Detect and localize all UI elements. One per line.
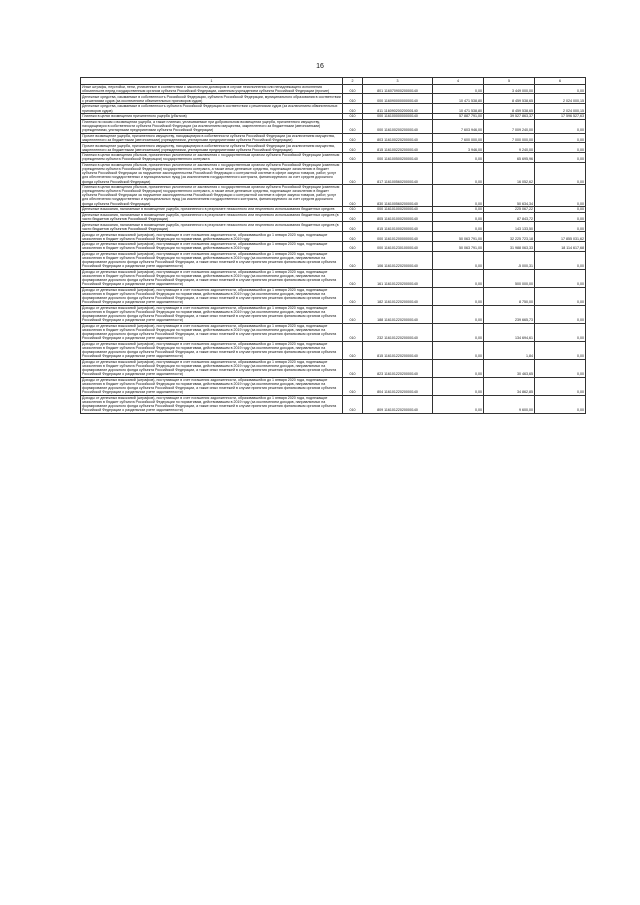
row-budget-code: 161 11610122020000140 xyxy=(363,269,433,287)
row-value-remaining: 0,00 xyxy=(535,269,586,287)
row-value-approved: 0,00 xyxy=(433,305,484,323)
row-value-approved: 0,00 xyxy=(433,341,484,359)
row-budget-code: 188 11610122020000140 xyxy=(363,305,433,323)
row-budget-code: 106 11610122020000140 xyxy=(363,251,433,269)
row-description: Платежи в целях возмещения убытков, причиненных уклонением от заключения с государственным органом субъекта Российской Федерации (казенным учреждением субъекта Российской Федерации) государственного контракта, а также иные денежные средства, подлежащие зачислению в бюджет субъекта Российской Федерации за нарушение законодательства Российской Федерации о контрактной системе в сфере закупок товаров, работ, услуг для обеспечения государственных и муниципальных нужд (за исключением государственного контракта, финансируемого за счет средств дорожного фонда субъекта Российской Федерации) xyxy=(81,162,343,184)
table-row xyxy=(81,184,586,206)
row-value-remaining: 2 024 000,15 xyxy=(535,94,586,104)
row-value-remaining: 0,00 xyxy=(535,305,586,323)
row-budget-code: 000 11610100020000140 xyxy=(363,206,433,212)
row-line-code: 010 xyxy=(343,162,363,184)
row-value-executed: 225 067,22 xyxy=(484,206,535,212)
row-value-executed: 9 240,00 xyxy=(484,143,535,153)
row-value-remaining: 0,00 xyxy=(535,323,586,341)
row-value-remaining: 18 114 617,68 xyxy=(535,242,586,252)
row-budget-code: 815 11610100020000140 xyxy=(363,222,433,232)
row-value-remaining: 0,00 xyxy=(535,222,586,232)
row-value-approved: 0,00 xyxy=(433,359,484,377)
row-budget-code: 000 11610120000000140 xyxy=(363,232,433,242)
column-header: 3 xyxy=(363,78,433,85)
row-value-remaining: 0,00 xyxy=(535,184,586,206)
row-value-remaining: 0,00 xyxy=(535,212,586,222)
row-value-approved: 10 471 538,80 xyxy=(433,104,484,114)
row-line-code: 010 xyxy=(343,269,363,287)
row-line-code: 010 xyxy=(343,84,363,94)
table-row xyxy=(81,84,586,94)
row-budget-code: 809 11610122020000140 xyxy=(363,395,433,413)
table-row xyxy=(81,143,586,153)
table-row xyxy=(81,269,586,287)
row-value-executed: 32 225 723,18 xyxy=(484,232,535,242)
row-budget-code: 000 11609000000000140 xyxy=(363,94,433,104)
row-value-executed: 39 527 863,37 xyxy=(484,113,535,119)
row-budget-code: 823 11610122020000140 xyxy=(363,359,433,377)
row-description: Доходы от денежных взысканий (штрафов), поступающие в счет погашения задолженности, образовавшейся до 1 января 2020 года, подлежащие зачислению в бюджет субъекта Российской Федерации по нормативам, действовавшим в 2019 году (за исключением доходов, направляемых на формирование дорожного фонда субъекта Российской Федерации, а также иных платежей в случае принятия решения финансовым органом субъекта Российской Федерации о раздельном учете задолженности) xyxy=(81,341,343,359)
table-row xyxy=(81,323,586,341)
row-line-code: 010 xyxy=(343,377,363,395)
row-value-remaining: 0,00 xyxy=(535,162,586,184)
row-value-remaining: 0,00 xyxy=(535,377,586,395)
row-value-executed: 7 000 000,00 xyxy=(484,133,535,143)
row-description: Прочее возмещение ущерба, причиненного имуществу, находящемуся в собственности субъекта Российской Федерации (за исключением имущества, закрепленного за бюджетными (автономными) учреждениями, унитарными предприятиями субъекта Российской Федерации) xyxy=(81,133,343,143)
row-value-executed: 9 600,00 xyxy=(484,395,535,413)
table-row xyxy=(81,212,586,222)
row-description: Иные штрафы, неустойки, пени, уплаченные в соответствии с законом или договором в случае неисполнения или ненадлежащего исполнения обязательств перед государственным органом субъекта Российской Федерации, казенным учреждением субъекта Российской Федерации (прочие) xyxy=(81,84,343,94)
table-row xyxy=(81,222,586,232)
table-row xyxy=(81,341,586,359)
row-budget-code: 817 11610056020000140 xyxy=(363,162,433,184)
row-value-remaining: 0,00 xyxy=(535,119,586,133)
row-line-code: 010 xyxy=(343,119,363,133)
row-value-approved: 0,00 xyxy=(433,323,484,341)
row-line-code: 010 xyxy=(343,287,363,305)
row-budget-code: 182 11610122020000140 xyxy=(363,287,433,305)
row-description: Доходы от денежных взысканий (штрафов), поступающие в счет погашения задолженности, образовавшейся до 1 января 2020 года, подлежащие зачислению в бюджет субъекта Российской Федерации по нормативам, действовавшим в 2019 году xyxy=(81,242,343,252)
row-value-executed: 3 449 000,00 xyxy=(484,84,535,94)
row-value-remaining: 17 855 031,62 xyxy=(535,232,586,242)
row-line-code: 010 xyxy=(343,251,363,269)
row-budget-code: 804 11610122020000140 xyxy=(363,377,433,395)
column-header: 6 xyxy=(535,78,586,85)
row-value-approved: 0,00 xyxy=(433,206,484,212)
row-value-executed: 8 459 538,65 xyxy=(484,104,535,114)
column-header: 4 xyxy=(433,78,484,85)
row-value-executed: 87 843,72 xyxy=(484,212,535,222)
row-value-remaining: 0,00 xyxy=(535,359,586,377)
table-body xyxy=(81,84,586,413)
row-description: Денежные взыскания, налагаемые в возмещение ущерба, причиненного в результате незаконного или нецелевого использования бюджетных средств (в части бюджетов субъектов Российской Федерации) xyxy=(81,222,343,232)
row-line-code: 010 xyxy=(343,232,363,242)
row-line-code: 010 xyxy=(343,359,363,377)
row-budget-code: 000 11610020020000140 xyxy=(363,119,433,133)
row-value-approved: 0,00 xyxy=(433,287,484,305)
row-value-approved: 0,00 xyxy=(433,212,484,222)
row-description: Платежи в целях возмещения причиненного ущерба (убытков) xyxy=(81,113,343,119)
row-value-executed: 31 988 063,33 xyxy=(484,242,535,252)
row-value-remaining: 0,00 xyxy=(535,287,586,305)
row-description: Доходы от денежных взысканий (штрафов), поступающие в счет погашения задолженности, образовавшейся до 1 января 2020 года, подлежащие зачислению в бюджет субъекта Российской Федерации по нормативам, действовавшим в 2019 году (за исключением доходов, направляемых на формирование дорожного фонда субъекта Российской Федерации, а также иных платежей в случае принятия решения финансовым органом субъекта Российской Федерации о раздельном учете задолженности) xyxy=(81,287,343,305)
row-description: Платежи по искам о возмещении ущерба, а также платежи, уплачиваемые при добровольном возмещении ущерба, причиненного имуществу, находящемуся в собственности субъекта Российской Федерации (за исключением имущества, закрепленного за бюджетными (автономными) учреждениями, унитарными предприятиями субъекта Российской Федерации) xyxy=(81,119,343,133)
row-budget-code: 830 11610056020000140 xyxy=(363,184,433,206)
row-description: Доходы от денежных взысканий (штрафов), поступающие в счет погашения задолженности, образовавшейся до 1 января 2020 года, подлежащие зачислению в бюджет субъекта Российской Федерации по нормативам, действовавшим в 2019 году (за исключением доходов, направляемых на формирование дорожного фонда субъекта Российской Федерации, а также иных платежей в случае принятия решения финансовым органом субъекта Российской Федерации о раздельном учете задолженности) xyxy=(81,269,343,287)
row-budget-code: 232 11610122020000140 xyxy=(363,323,433,341)
row-line-code: 010 xyxy=(343,94,363,104)
row-value-executed: 34 862,85 xyxy=(484,377,535,395)
row-line-code: 010 xyxy=(343,395,363,413)
row-value-executed: 134 694,61 xyxy=(484,323,535,341)
row-value-remaining: 0,00 xyxy=(535,395,586,413)
row-value-executed: 239 665,73 xyxy=(484,305,535,323)
table-row xyxy=(81,94,586,104)
row-value-executed: 1,84 xyxy=(484,341,535,359)
row-line-code: 010 xyxy=(343,341,363,359)
row-value-executed: -5 000,31 xyxy=(484,251,535,269)
table-row xyxy=(81,104,586,114)
row-value-executed: 30 463,65 xyxy=(484,359,535,377)
row-value-approved: 0,00 xyxy=(433,269,484,287)
row-value-approved: 0,00 xyxy=(433,184,484,206)
table-row xyxy=(81,162,586,184)
row-description: Платежи в целях возмещения убытков, причиненных уклонением от заключения с государственным органом субъекта Российской Федерации (казенным учреждением субъекта Российской Федерации) государственного контракта, а также иные денежные средства, подлежащие зачислению в бюджет субъекта Российской Федерации за нарушение законодательства Российской Федерации о контрактной системе в сфере закупок товаров, работ, услуг для обеспечения государственных и муниципальных нужд (за исключением государственного контракта, финансируемого за счет средств дорожного фонда субъекта Российской Федерации) xyxy=(81,184,343,206)
row-value-remaining: 0,00 xyxy=(535,143,586,153)
table-row xyxy=(81,232,586,242)
row-budget-code: 000 11610123010000140 xyxy=(363,242,433,252)
row-line-code: 010 xyxy=(343,305,363,323)
row-value-remaining: 0,00 xyxy=(535,133,586,143)
row-description: Прочее возмещение ущерба, причиненного имуществу, находящемуся в собственности субъекта Российской Федерации (за исключением имущества, закрепленного за бюджетными (автономными) учреждениями, унитарными предприятиями субъекта Российской Федерации) xyxy=(81,143,343,153)
row-line-code: 010 xyxy=(343,153,363,163)
table-row xyxy=(81,287,586,305)
row-line-code: 010 xyxy=(343,133,363,143)
column-header: 5 xyxy=(484,78,535,85)
row-line-code: 010 xyxy=(343,206,363,212)
row-value-executed: 143 133,50 xyxy=(484,222,535,232)
row-description: Денежные взыскания, налагаемые в возмещение ущерба, причиненного в результате незаконного или нецелевого использования бюджетных средств xyxy=(81,206,343,212)
row-description: Денежные средства, изымаемые в собственность Российской Федерации, субъекта Российской Федерации, муниципального образования в соответствии с решениями судов (за исключением обвинительных приговоров судов) xyxy=(82,94,341,103)
table-row xyxy=(81,305,586,323)
row-value-approved: 50 063 791,00 xyxy=(433,242,484,252)
row-value-executed: 16 052,62 xyxy=(484,162,535,184)
table-row xyxy=(81,242,586,252)
row-line-code: 010 xyxy=(343,143,363,153)
row-value-executed: 65 695,96 xyxy=(484,153,535,163)
column-header: 1 xyxy=(81,78,343,85)
page-number: 16 xyxy=(316,63,324,70)
row-value-approved: 3 946,00 xyxy=(433,143,484,153)
row-value-remaining: 0,00 xyxy=(535,84,586,94)
row-line-code: 010 xyxy=(343,212,363,222)
row-budget-code: 000 11610050020000140 xyxy=(363,153,433,163)
row-value-approved: 10 471 538,80 xyxy=(433,94,484,104)
row-value-approved: 0,00 xyxy=(433,222,484,232)
row-line-code: 010 xyxy=(343,242,363,252)
row-description: Доходы от денежных взысканий (штрафов), поступающие в счет погашения задолженности, образовавшейся до 1 января 2020 года, подлежащие зачислению в бюджет субъекта Российской Федерации по нормативам, действовавшим в 2019 году (за исключением доходов, направляемых на формирование дорожного фонда субъекта Российской Федерации, а также иных платежей в случае принятия решения финансовым органом субъекта Российской Федерации о раздельном учете задолженности) xyxy=(81,323,343,341)
row-value-approved: 0,00 xyxy=(433,251,484,269)
row-description: Доходы от денежных взысканий (штрафов), поступающие в счет погашения задолженности, образовавшейся до 1 января 2020 года, подлежащие зачислению в бюджет субъекта Российской Федерации по нормативам, действовавшим в 2019 году (за исключением доходов, направляемых на формирование дорожного фонда субъекта Российской Федерации, а также иных платежей в случае принятия решения финансовым органом субъекта Российской Федерации о раздельном учете задолженности) xyxy=(81,251,343,269)
row-value-executed: 7 009 240,00 xyxy=(484,119,535,133)
row-description: Платежи в целях возмещения убытков, причиненных уклонением от заключения с государственным органом субъекта Российской Федерации (казенным учреждением субъекта Российской Федерации) государственного контракта xyxy=(81,153,343,163)
row-value-approved: 7 603 946,00 xyxy=(433,119,484,133)
row-description: Доходы от денежных взысканий (штрафов), поступающие в счет погашения задолженности, образовавшейся до 1 января 2020 года, подлежащие зачислению в бюджет субъекта Российской Федерации по нормативам, действовавшим в 2019 году (за исключением доходов, направляемых на формирование дорожного фонда субъекта Российской Федерации, а также иных платежей в случае принятия решения финансовым органом субъекта Российской Федерации о раздельном учете задолженности) xyxy=(81,305,343,323)
row-budget-code: 815 11610022020000140 xyxy=(363,143,433,153)
row-line-code: 010 xyxy=(343,113,363,119)
row-value-executed: 8 459 538,65 xyxy=(484,94,535,104)
column-header: 2 xyxy=(343,78,363,85)
revenue-table xyxy=(80,77,586,414)
table-row xyxy=(81,359,586,377)
row-description: Доходы от денежных взысканий (штрафов), поступающие в счет погашения задолженности, образовавшейся до 1 января 2020 года, подлежащие зачислению в бюджет субъекта Российской Федерации по нормативам, действовавшим в 2019 году (за исключением доходов, направляемых на формирование дорожного фонда субъекта Российской Федерации, а также иных платежей в случае принятия решения финансовым органом субъекта Российской Федерации о раздельном учете задолженности) xyxy=(81,359,343,377)
row-line-code: 010 xyxy=(343,222,363,232)
table-row xyxy=(81,251,586,269)
table-row xyxy=(81,395,586,413)
row-value-approved: 0,00 xyxy=(433,153,484,163)
row-description: Доходы от денежных взысканий (штрафов), поступающие в счет погашения задолженности, образовавшейся до 1 января 2020 года, подлежащие зачислению в бюджет субъекта Российской Федерации по нормативам, действовавшим в 2019 году xyxy=(81,232,343,242)
row-value-approved: 57 887 791,00 xyxy=(433,113,484,119)
row-value-remaining: 0,00 xyxy=(535,341,586,359)
row-value-approved: 7 600 000,00 xyxy=(433,133,484,143)
row-value-remaining: 0,00 xyxy=(535,153,586,163)
table-row xyxy=(81,119,586,133)
row-value-remaining: 2 024 000,15 xyxy=(535,104,586,114)
row-budget-code: 000 11610000000000140 xyxy=(363,113,433,119)
row-description: Денежные средства, изымаемые в собственность субъекта Российской Федерации в соответствии с решениями судов (за исключением обвинительных приговоров судов) xyxy=(81,104,343,114)
row-value-remaining: 17 596 527,63 xyxy=(535,113,586,119)
row-line-code: 010 xyxy=(343,323,363,341)
row-value-executed: 50 634,34 xyxy=(484,184,535,206)
table-row xyxy=(81,133,586,143)
row-value-remaining: 0,00 xyxy=(535,251,586,269)
table-row xyxy=(81,377,586,395)
row-description: Доходы от денежных взысканий (штрафов), поступающие в счет погашения задолженности, образовавшейся до 1 января 2020 года, подлежащие зачислению в бюджет субъекта Российской Федерации по нормативам, действовавшим в 2019 году (за исключением доходов, направляемых на формирование дорожного фонда субъекта Российской Федерации, а также иных платежей в случае принятия решения финансовым органом субъекта Российской Федерации о раздельном учете задолженности) xyxy=(81,377,343,395)
row-budget-code: 805 11610100020000140 xyxy=(363,212,433,222)
row-value-remaining: 0,00 xyxy=(535,206,586,212)
row-value-approved: 0,00 xyxy=(433,84,484,94)
row-value-approved: 0,00 xyxy=(433,395,484,413)
row-budget-code: 801 11607090020000140 xyxy=(363,84,433,94)
table-row xyxy=(81,153,586,163)
row-line-code: 010 xyxy=(343,104,363,114)
row-value-executed: 8 750,00 xyxy=(484,287,535,305)
row-value-executed: 500 000,00 xyxy=(484,269,535,287)
table-header-row xyxy=(81,78,586,85)
row-value-approved: 0,00 xyxy=(433,377,484,395)
row-budget-code: 815 11610122020000140 xyxy=(363,341,433,359)
row-budget-code: 811 11609020020000140 xyxy=(363,104,433,114)
row-description: Доходы от денежных взысканий (штрафов), поступающие в счет погашения задолженности, образовавшейся до 1 января 2020 года, подлежащие зачислению в бюджет субъекта Российской Федерации по нормативам, действовавшим в 2019 году (за исключением доходов, направляемых на формирование дорожного фонда субъекта Российской Федерации, а также иных платежей в случае принятия решения финансовым органом субъекта Российской Федерации о раздельном учете задолженности) xyxy=(81,395,343,413)
row-value-approved: 50 063 791,00 xyxy=(433,232,484,242)
row-description: Денежные взыскания, налагаемые в возмещение ущерба, причиненного в результате незаконного или нецелевого использования бюджетных средств (в части бюджетов субъектов Российской Федерации) xyxy=(81,212,343,222)
row-line-code: 010 xyxy=(343,184,363,206)
row-budget-code: 803 11610022020000140 xyxy=(363,133,433,143)
row-value-approved: 0,00 xyxy=(433,162,484,184)
